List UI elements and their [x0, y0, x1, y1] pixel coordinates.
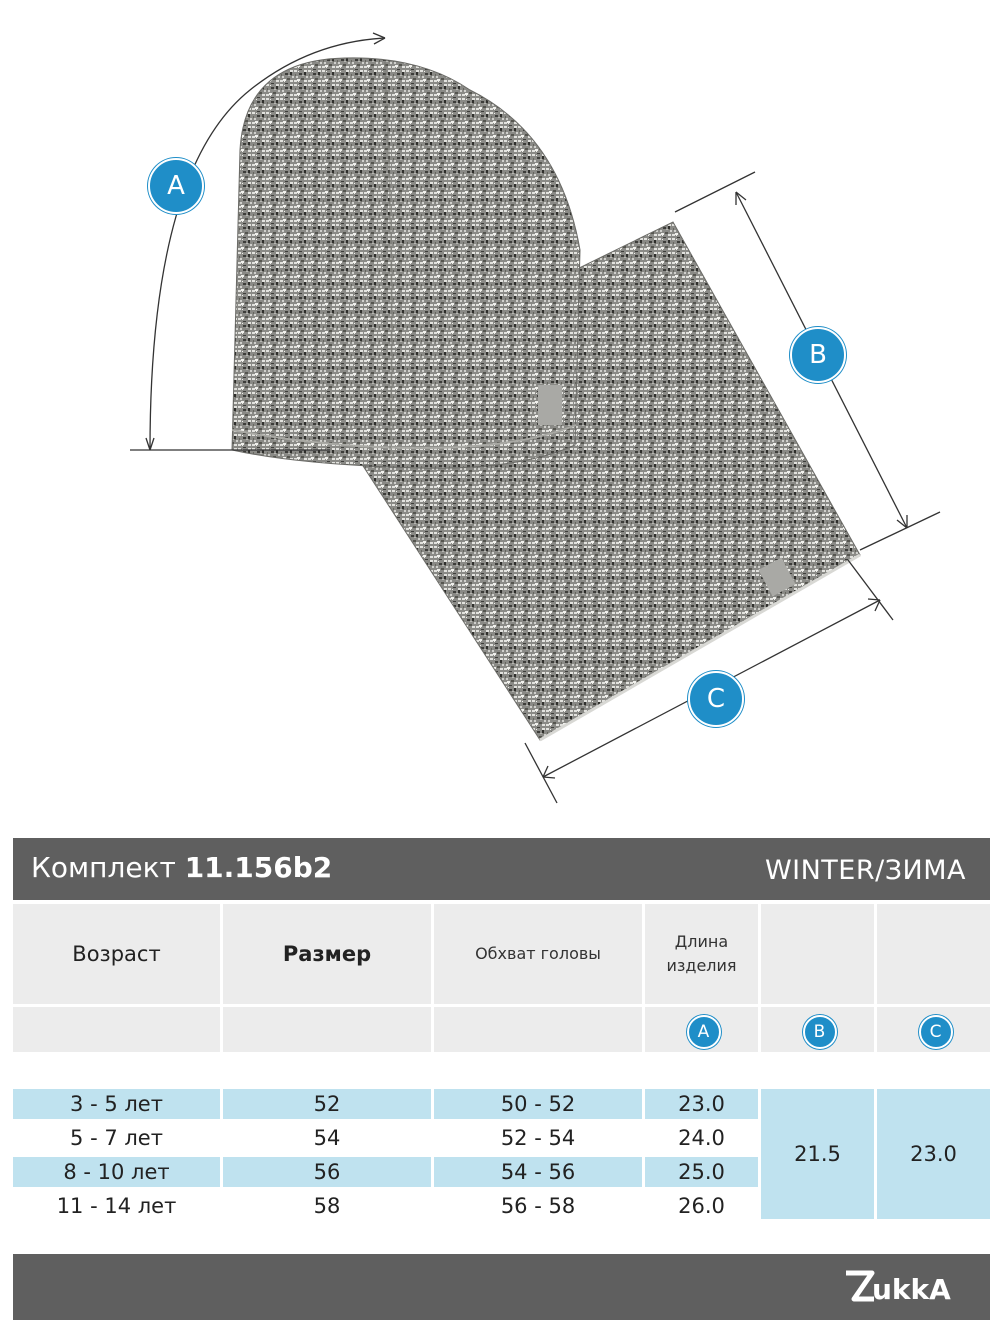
table-row-2-a: 24.0	[645, 1123, 758, 1153]
dimension-c-marker: C	[688, 671, 744, 727]
season-label: WINTER/ЗИМА	[764, 855, 966, 886]
table-c-marker: C	[919, 1015, 953, 1049]
table-row-2-size: 54	[223, 1123, 431, 1153]
logo-z-mark	[846, 1273, 874, 1299]
table-row-3-a: 25.0	[645, 1157, 758, 1187]
marker-row-blank-1	[13, 1007, 220, 1052]
table-row-1-size: 52	[223, 1089, 431, 1119]
table-row-4-size: 58	[223, 1191, 431, 1221]
table-title-bar	[13, 838, 990, 900]
table-b-marker: B	[803, 1015, 837, 1049]
table-c-value: 23.0	[877, 1089, 990, 1219]
header-length: Длина изделия	[645, 904, 758, 1004]
table-row-2-age: 5 - 7 лет	[13, 1123, 220, 1153]
brand-logo	[842, 1265, 972, 1309]
table-row-3-age: 8 - 10 лет	[13, 1157, 220, 1187]
table-row-1-age: 3 - 5 лет	[13, 1089, 220, 1119]
marker-row-c	[877, 1007, 990, 1052]
table-row-4-head: 56 - 58	[434, 1191, 642, 1221]
marker-row-blank-3	[434, 1007, 642, 1052]
marker-row-a	[645, 1007, 758, 1052]
header-b-blank	[761, 904, 874, 1004]
dimension-b-marker: B	[790, 327, 846, 383]
marker-row-blank-2	[223, 1007, 431, 1052]
header-c-blank	[877, 904, 990, 1004]
logo-text: ukkA	[872, 1273, 951, 1306]
table-row-3-head: 54 - 56	[434, 1157, 642, 1187]
header-size: Размер	[223, 904, 431, 1004]
marker-row-b	[761, 1007, 874, 1052]
table-row-1-a: 23.0	[645, 1089, 758, 1119]
table-row-4-a: 26.0	[645, 1191, 758, 1221]
footer-bar	[13, 1254, 990, 1320]
header-head-circumference: Обхват головы	[434, 904, 642, 1004]
table-row-4-age: 11 - 14 лет	[13, 1191, 220, 1221]
table-row-3-size: 56	[223, 1157, 431, 1187]
table-row-2-head: 52 - 54	[434, 1123, 642, 1153]
hat-label-tag	[538, 385, 562, 425]
product-title: Комплект 11.156b2	[31, 851, 333, 884]
dimension-a-marker: A	[148, 158, 204, 214]
header-age: Возраст	[13, 904, 220, 1004]
hat-image	[232, 58, 580, 468]
table-b-value: 21.5	[761, 1089, 874, 1219]
table-row-1-head: 50 - 52	[434, 1089, 642, 1119]
table-a-marker: A	[687, 1015, 721, 1049]
